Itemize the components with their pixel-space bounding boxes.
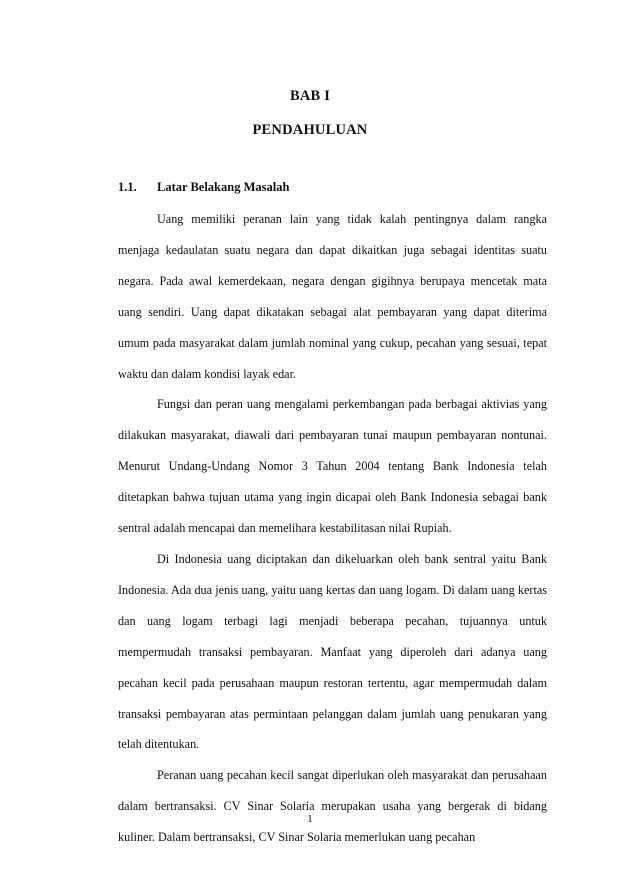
paragraph: Uang memiliki peranan lain yang tidak kalah pentingnya dalam rangka menjaga kedaulatan suatu negara dan dapat dikaitkan juga sebagai identitas suatu negara. Pada awal kemerdekaan, negara dengan gigihnya berupaya mencetak mata uang sendiri. Uang dapat dikatakan sebagai alat pembayaran yang dapat diterima umum pada masyarakat dalam jumlah nominal yang cukup, pecahan yang sesuai, tepat waktu dan dalam kondisi layak edar. [118, 212, 547, 381]
paragraph: Peranan uang pecahan kecil sangat diperlukan oleh masyarakat dan perusahaan dalam bertransaksi. CV Sinar Solaria merupakan usaha yang bergerak di bidang kuliner. Dalam bertransaksi, CV Sinar Solaria memerlukan uang pecahan [118, 768, 547, 845]
chapter-title: PENDAHULUAN [252, 122, 368, 138]
paragraph: Fungsi dan peran uang mengalami perkembangan pada berbagai aktivias yang dilakukan masyarakat, diawali dari pembayaran tunai maupun pembayaran nontunai. Menurut Undang-Undang Nomor 3 Tahun 2004 tentang Bank Indonesia telah ditetapkan bahwa tujuan utama yang ingin dicapai oleh Bank Indonesia sebagai bank sentral adalah mencapai dan memelihara kestabilitasan nilai Rupiah. [118, 397, 547, 536]
page-number: 1 [307, 813, 313, 825]
section-title: Latar Belakang Masalah [157, 180, 290, 194]
section-heading [118, 180, 289, 195]
chapter-number: BAB I [289, 88, 331, 104]
body-text [118, 204, 547, 853]
paragraph: Di Indonesia uang diciptakan dan dikeluarkan oleh bank sentral yaitu Bank Indonesia. Ada dua jenis uang, yaitu uang kertas dan uang logam. Di dalam uang kertas dan uang logam terbagi lagi menjadi beberapa pecahan, tujuannya untuk mempermudah transaksi pembayaran. Manfaat yang diperoleh dari adanya uang pecahan kecil pada perusahaan maupun restoran tertentu, agar mempermudah dalam transaksi pembayaran atas permintaan pelanggan dalam jumlah uang penukaran yang telah ditentukan. [118, 551, 547, 752]
section-number: 1.1. [118, 180, 137, 194]
